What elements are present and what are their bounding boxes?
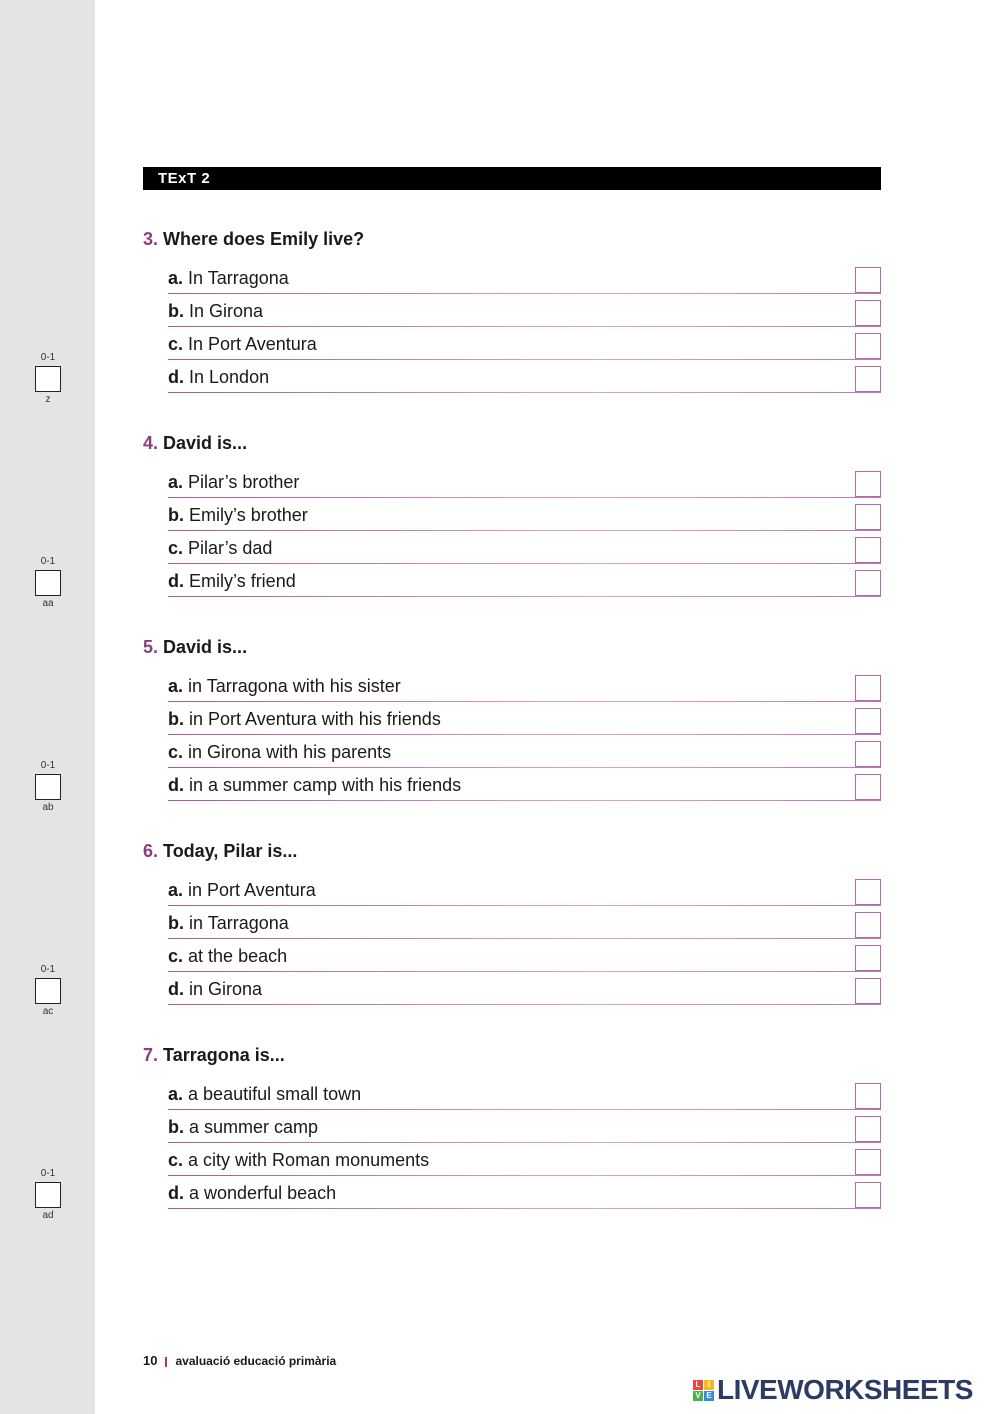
- question-5: [143, 634, 881, 802]
- option-letter: b.: [168, 1117, 184, 1137]
- option-letter: c.: [168, 538, 184, 558]
- score-box-q5: [34, 760, 62, 814]
- option-b: [143, 703, 881, 736]
- option-text: a beautiful small town: [188, 1084, 362, 1104]
- score-code: ab: [42, 802, 54, 813]
- answer-checkbox[interactable]: [855, 366, 881, 392]
- question-text: Today, Pilar is...: [163, 841, 298, 861]
- option-d: [143, 769, 881, 802]
- question-number: 7.: [143, 1045, 159, 1065]
- score-code: z: [45, 394, 51, 405]
- logo-tiles-icon: [693, 1380, 714, 1401]
- score-box-q6: [34, 964, 62, 1018]
- option-text: in Girona: [189, 979, 263, 999]
- option-text: at the beach: [188, 946, 288, 966]
- footer-text: avaluació educació primària: [175, 1354, 337, 1368]
- section-header-text: TExT 2: [158, 170, 211, 187]
- option-c: [143, 532, 881, 565]
- score-range: 0-1: [40, 760, 56, 771]
- option-text: In Tarragona: [188, 268, 289, 288]
- option-letter: b.: [168, 301, 184, 321]
- option-letter: b.: [168, 913, 184, 933]
- option-text: in Tarragona: [189, 913, 289, 933]
- option-a: [143, 670, 881, 703]
- score-input[interactable]: [35, 774, 61, 800]
- option-letter: a.: [168, 676, 184, 696]
- answer-checkbox[interactable]: [855, 774, 881, 800]
- option-letter: c.: [168, 946, 184, 966]
- logo-tile: I: [704, 1380, 714, 1390]
- option-letter: a.: [168, 1084, 184, 1104]
- score-range: 0-1: [40, 352, 56, 363]
- answer-checkbox[interactable]: [855, 1149, 881, 1175]
- option-letter: c.: [168, 334, 184, 354]
- option-letter: c.: [168, 1150, 184, 1170]
- question-title: [143, 430, 881, 456]
- question-text: Tarragona is...: [163, 1045, 285, 1065]
- option-text: In London: [189, 367, 270, 387]
- question-title: [143, 838, 881, 864]
- answer-checkbox[interactable]: [855, 504, 881, 530]
- option-text: Pilar’s brother: [188, 472, 300, 492]
- answer-checkbox[interactable]: [855, 741, 881, 767]
- option-c: [143, 1144, 881, 1177]
- option-text: in Port Aventura: [188, 880, 316, 900]
- option-d: [143, 973, 881, 1006]
- option-letter: a.: [168, 880, 184, 900]
- logo-tile: E: [704, 1391, 714, 1401]
- option-letter: c.: [168, 742, 184, 762]
- option-text: In Port Aventura: [188, 334, 317, 354]
- answer-checkbox[interactable]: [855, 333, 881, 359]
- option-text: Pilar’s dad: [188, 538, 273, 558]
- question-text: Where does Emily live?: [163, 229, 365, 249]
- answer-checkbox[interactable]: [855, 945, 881, 971]
- question-text: David is...: [163, 637, 248, 657]
- answer-checkbox[interactable]: [855, 978, 881, 1004]
- answer-checkbox[interactable]: [855, 537, 881, 563]
- question-title: [143, 226, 881, 252]
- question-number: 6.: [143, 841, 159, 861]
- question-3: [143, 226, 881, 394]
- score-box-q4: [34, 556, 62, 610]
- option-text: a wonderful beach: [189, 1183, 337, 1203]
- page-number: 10: [143, 1353, 158, 1368]
- option-d: [143, 1177, 881, 1210]
- score-range: 0-1: [40, 556, 56, 567]
- option-text: Emily’s friend: [189, 571, 296, 591]
- answer-checkbox[interactable]: [855, 708, 881, 734]
- option-letter: d.: [168, 367, 184, 387]
- option-letter: a.: [168, 268, 184, 288]
- question-number: 5.: [143, 637, 159, 657]
- option-d: [143, 361, 881, 394]
- answer-checkbox[interactable]: [855, 879, 881, 905]
- footer-separator: [165, 1357, 167, 1367]
- score-input[interactable]: [35, 570, 61, 596]
- logo-text: LIVEWORKSHEETS: [717, 1374, 973, 1405]
- score-code: ac: [42, 1006, 54, 1017]
- question-title: [143, 634, 881, 660]
- option-text: in Tarragona with his sister: [188, 676, 401, 696]
- option-b: [143, 1111, 881, 1144]
- option-text: in Girona with his parents: [188, 742, 392, 762]
- logo-tile: V: [693, 1391, 703, 1401]
- question-6: [143, 838, 881, 1006]
- option-d: [143, 565, 881, 598]
- score-box-q3: [34, 352, 62, 406]
- answer-checkbox[interactable]: [855, 300, 881, 326]
- option-letter: d.: [168, 775, 184, 795]
- option-letter: d.: [168, 979, 184, 999]
- option-text: a city with Roman monuments: [188, 1150, 430, 1170]
- question-text: David is...: [163, 433, 248, 453]
- answer-checkbox[interactable]: [855, 1182, 881, 1208]
- score-code: ad: [42, 1210, 54, 1221]
- answer-checkbox[interactable]: [855, 675, 881, 701]
- option-letter: b.: [168, 505, 184, 525]
- question-7: [143, 1042, 881, 1210]
- score-input[interactable]: [35, 978, 61, 1004]
- option-text: a summer camp: [189, 1117, 319, 1137]
- score-code: aa: [42, 598, 54, 609]
- option-c: [143, 940, 881, 973]
- answer-checkbox[interactable]: [855, 570, 881, 596]
- answer-checkbox[interactable]: [855, 1116, 881, 1142]
- score-range: 0-1: [40, 964, 56, 975]
- option-a: [143, 1078, 881, 1111]
- option-b: [143, 499, 881, 532]
- option-letter: b.: [168, 709, 184, 729]
- liveworksheets-logo: [693, 1374, 973, 1406]
- option-b: [143, 295, 881, 328]
- logo-tile: L: [693, 1380, 703, 1390]
- option-letter: a.: [168, 472, 184, 492]
- option-c: [143, 328, 881, 361]
- option-a: [143, 874, 881, 907]
- score-box-q7: [34, 1168, 62, 1222]
- option-letter: d.: [168, 571, 184, 591]
- question-number: 3.: [143, 229, 159, 249]
- question-title: [143, 1042, 881, 1068]
- option-text: in a summer camp with his friends: [189, 775, 462, 795]
- option-a: [143, 466, 881, 499]
- answer-checkbox[interactable]: [855, 267, 881, 293]
- page-footer: [143, 1353, 336, 1368]
- score-range: 0-1: [40, 1168, 56, 1179]
- section-header: [143, 167, 881, 190]
- score-input[interactable]: [35, 1182, 61, 1208]
- question-4: [143, 430, 881, 598]
- option-b: [143, 907, 881, 940]
- option-a: [143, 262, 881, 295]
- answer-checkbox[interactable]: [855, 912, 881, 938]
- option-letter: d.: [168, 1183, 184, 1203]
- score-input[interactable]: [35, 366, 61, 392]
- option-c: [143, 736, 881, 769]
- question-number: 4.: [143, 433, 159, 453]
- answer-checkbox[interactable]: [855, 471, 881, 497]
- option-text: in Port Aventura with his friends: [189, 709, 441, 729]
- option-text: Emily’s brother: [189, 505, 308, 525]
- option-text: In Girona: [189, 301, 264, 321]
- answer-checkbox[interactable]: [855, 1083, 881, 1109]
